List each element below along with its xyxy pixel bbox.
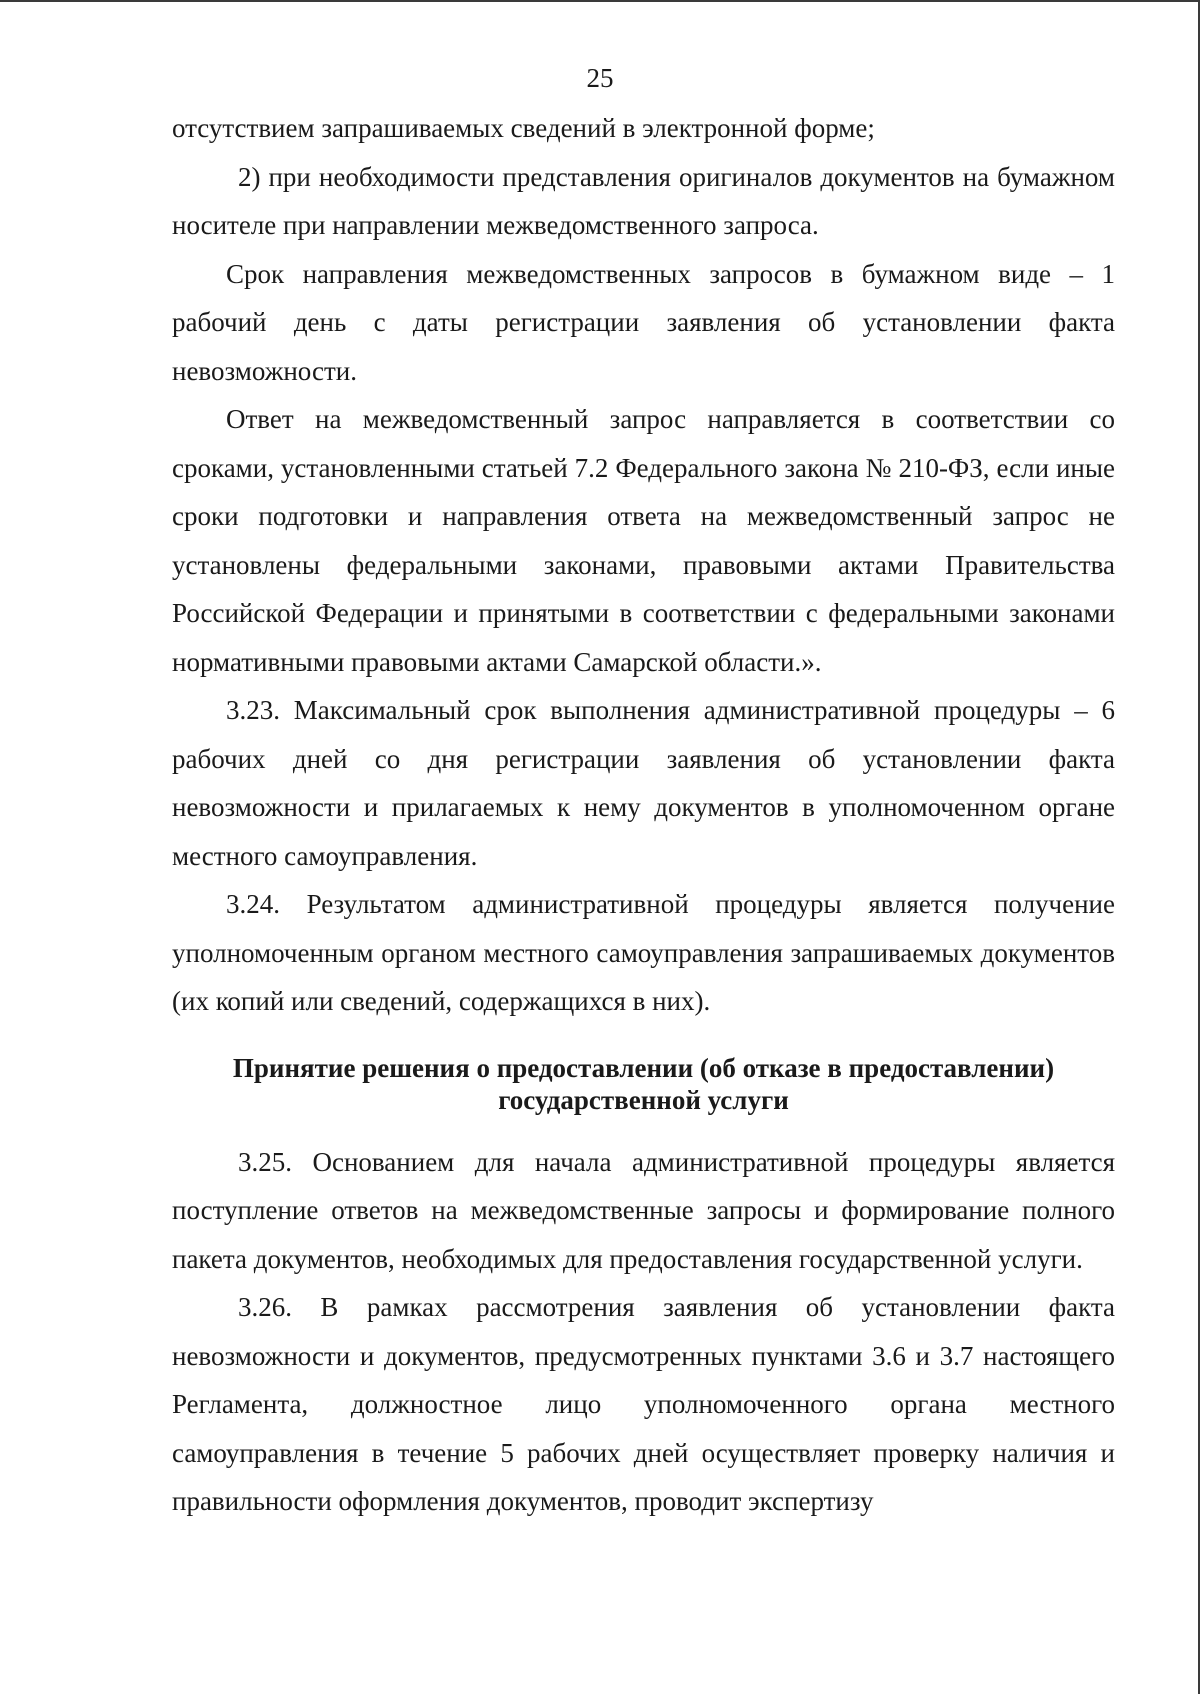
- document-body: [172, 104, 1115, 1526]
- section-heading-line-1: Принятие решения о предоставлении (об отказе в предоставлении): [232, 1052, 1055, 1083]
- paragraph: 3.25. Основанием для начала административной процедуры является поступление ответов на межведомственные запросы и формирование полного пакета документов, необходимых для предоставления государственной услуги.: [172, 1146, 1115, 1274]
- page-number: 25: [586, 63, 614, 93]
- paragraph: Ответ на межведомственный запрос направляется в соответствии со сроками, установленными статьей 7.2 Федерального закона № 210-ФЗ, если иные сроки подготовки и направления ответа на межведомственный запрос не установлены федеральными законами, правовыми актами Правительства Российской Федерации и принятыми в соответствии с федеральными законами нормативными правовыми актами Самарской области.».: [172, 404, 1115, 677]
- paragraph: 3.26. В рамках рассмотрения заявления об установлении факта невозможности и документов, предусмотренных пунктами 3.6 и 3.7 настоящего Регламента, должностное лицо уполномоченного органа местного самоуправления в течение 5 рабочих дней осуществляет проверку наличия и правильности оформления документов, проводит экспертизу: [172, 1292, 1115, 1516]
- paragraph: Срок направления межведомственных запросов в бумажном виде – 1 рабочий день с даты регистрации заявления об установлении факта невозможности.: [172, 258, 1115, 386]
- scan-edge-top: [0, 0, 1200, 2]
- section-heading: [172, 1026, 1115, 1138]
- paragraph: 3.23. Максимальный срок выполнения административной процедуры – 6 рабочих дней со дня регистрации заявления об установлении факта невозможности и прилагаемых к нему документов в уполномоченном органе местного самоуправления.: [172, 695, 1115, 871]
- paragraph: 3.24. Результатом административной процедуры является получение уполномоченным органом местного самоуправления запрашиваемых документов (их копий или сведений, содержащихся в них).: [172, 889, 1115, 1016]
- paragraph: отсутствием запрашиваемых сведений в электронной форме;: [172, 113, 875, 143]
- section-heading-line-2: государственной услуги: [498, 1084, 789, 1115]
- paragraph: 2) при необходимости представления оригиналов документов на бумажном носителе при направлении межведомственного запроса.: [172, 161, 1115, 240]
